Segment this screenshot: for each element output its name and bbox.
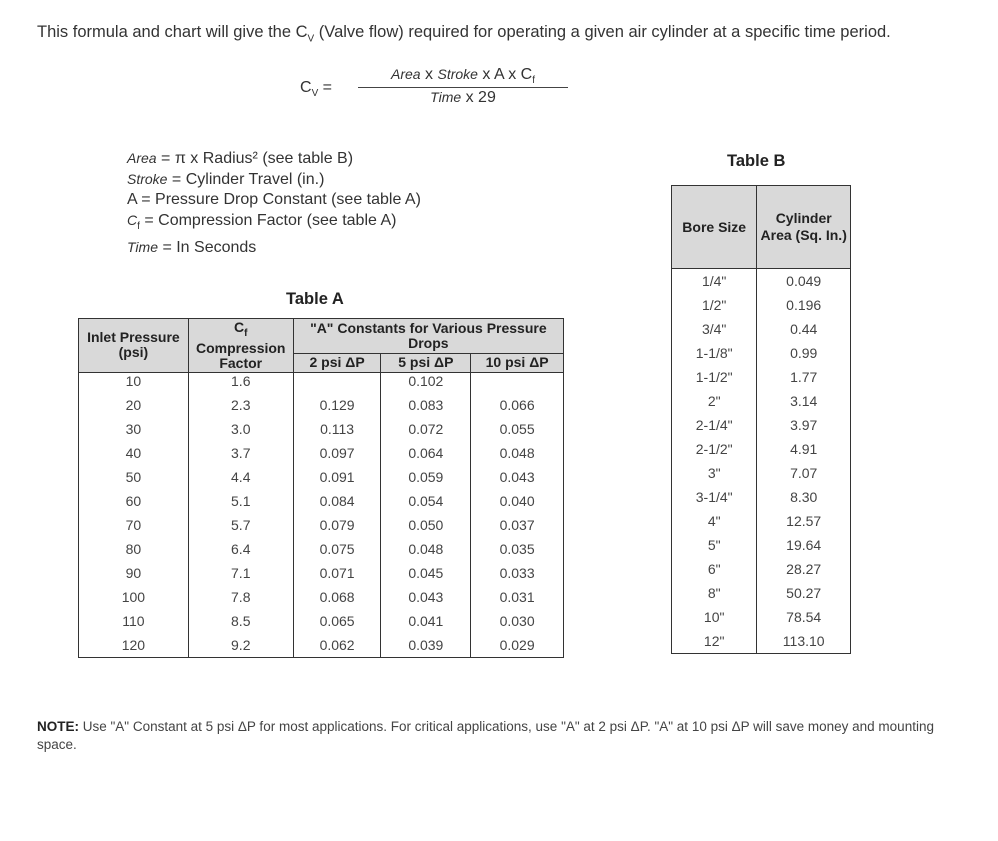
table-cell: 1-1/8" xyxy=(672,341,757,365)
table-cell: 0.196 xyxy=(757,293,851,317)
definition-stroke xyxy=(127,169,421,190)
table-cell: 0.084 xyxy=(293,489,381,513)
table-cell: 30 xyxy=(79,417,189,441)
table-cell: 8.30 xyxy=(757,485,851,509)
table-cell: 2" xyxy=(672,389,757,413)
table-cell: 12.57 xyxy=(757,509,851,533)
header-10psi: 10 psi ΔP xyxy=(471,353,564,372)
intro-text-part: This formula and chart will give the C xyxy=(37,23,308,41)
formula-cf-subscript: f xyxy=(532,75,535,87)
table-cell: 2-1/4" xyxy=(672,413,757,437)
table-row xyxy=(79,537,564,561)
table-cell: 3.0 xyxy=(188,417,293,441)
definition-area xyxy=(127,148,421,169)
table-row xyxy=(672,269,851,294)
formula-denominator-rest: x 29 xyxy=(461,89,496,107)
formula-fraction xyxy=(358,66,568,107)
table-cell: 1/4" xyxy=(672,269,757,294)
table-cell: 0.44 xyxy=(757,317,851,341)
formula-lhs xyxy=(300,79,332,99)
formula-cv-symbol: C xyxy=(300,79,312,96)
table-row xyxy=(672,413,851,437)
header-2psi: 2 psi ΔP xyxy=(293,353,381,372)
table-cell: 0.048 xyxy=(471,441,564,465)
table-cell: 0.066 xyxy=(471,393,564,417)
table-cell: 12" xyxy=(672,629,757,654)
table-cell: 0.048 xyxy=(381,537,471,561)
definition-term: Area xyxy=(127,150,157,166)
table-cell: 28.27 xyxy=(757,557,851,581)
table-cell: 80 xyxy=(79,537,189,561)
intro-text-part: (Valve flow) required for operating a given air cylinder at a specific time period. xyxy=(314,23,891,41)
table-cell: 0.079 xyxy=(293,513,381,537)
table-cell xyxy=(293,372,381,393)
table-cell: 6.4 xyxy=(188,537,293,561)
table-row xyxy=(672,485,851,509)
table-cell: 4.91 xyxy=(757,437,851,461)
table-cell: 0.035 xyxy=(471,537,564,561)
formula-equals: = xyxy=(318,79,333,96)
definition-cf xyxy=(127,210,421,237)
table-row xyxy=(79,441,564,465)
table-cell: 70 xyxy=(79,513,189,537)
definition-subscript: f xyxy=(137,221,140,233)
table-cell: 50.27 xyxy=(757,581,851,605)
table-cell: 5" xyxy=(672,533,757,557)
table-row xyxy=(672,293,851,317)
formula-area-term: Area xyxy=(391,66,421,82)
table-cell: 0.054 xyxy=(381,489,471,513)
formula-stroke-term: Stroke xyxy=(437,66,478,82)
table-cell: 0.029 xyxy=(471,633,564,658)
table-cell: 4" xyxy=(672,509,757,533)
table-cell: 113.10 xyxy=(757,629,851,654)
table-cell: 0.091 xyxy=(293,465,381,489)
table-row xyxy=(79,372,564,393)
table-cell: 0.065 xyxy=(293,609,381,633)
header-cf-subscript: f xyxy=(244,327,248,339)
table-cell: 50 xyxy=(79,465,189,489)
note-label: NOTE: xyxy=(37,719,79,734)
table-row xyxy=(79,489,564,513)
table-cell: 0.039 xyxy=(381,633,471,658)
header-compression-factor xyxy=(188,319,293,373)
table-cell: 100 xyxy=(79,585,189,609)
table-cell: 0.071 xyxy=(293,561,381,585)
table-cell: 1-1/2" xyxy=(672,365,757,389)
table-row xyxy=(79,561,564,585)
table-cell xyxy=(471,372,564,393)
table-row xyxy=(672,533,851,557)
definition-term: Time xyxy=(127,239,158,256)
header-bore-size: Bore Size xyxy=(672,186,757,269)
header-inlet-pressure: Inlet Pressure (psi) xyxy=(79,319,189,373)
table-cell: 3-1/4" xyxy=(672,485,757,509)
table-row xyxy=(672,365,851,389)
table-cell: 0.097 xyxy=(293,441,381,465)
table-cell: 120 xyxy=(79,633,189,658)
table-cell: 0.062 xyxy=(293,633,381,658)
formula-numerator-rest: x A x C xyxy=(477,66,533,83)
definition-time xyxy=(127,237,421,258)
table-cell: 19.64 xyxy=(757,533,851,557)
table-cell: 60 xyxy=(79,489,189,513)
table-cell: 5.7 xyxy=(188,513,293,537)
table-cell: 0.043 xyxy=(381,585,471,609)
table-cell: 40 xyxy=(79,441,189,465)
table-cell: 8" xyxy=(672,581,757,605)
definitions-list xyxy=(127,148,421,258)
table-cell: 7.07 xyxy=(757,461,851,485)
table-cell: 3.7 xyxy=(188,441,293,465)
table-row xyxy=(672,317,851,341)
table-row xyxy=(672,389,851,413)
note xyxy=(37,718,937,754)
table-row xyxy=(672,557,851,581)
intro-subscript: V xyxy=(307,33,315,45)
header-5psi: 5 psi ΔP xyxy=(381,353,471,372)
table-row xyxy=(672,437,851,461)
table-cell: 3.97 xyxy=(757,413,851,437)
table-a-title: Table A xyxy=(286,290,344,308)
header-cylinder-area: Cylinder Area (Sq. In.) xyxy=(757,186,851,269)
table-cell: 1.6 xyxy=(188,372,293,393)
table-row xyxy=(672,461,851,485)
table-cell: 10" xyxy=(672,605,757,629)
header-cf-symbol: C xyxy=(234,319,245,335)
table-row xyxy=(672,509,851,533)
table-cell: 0.99 xyxy=(757,341,851,365)
table-cell: 0.129 xyxy=(293,393,381,417)
table-cell: 0.030 xyxy=(471,609,564,633)
formula-time-term: Time xyxy=(430,89,462,106)
table-cell: 0.055 xyxy=(471,417,564,441)
table-cell: 4.4 xyxy=(188,465,293,489)
table-cell: 7.1 xyxy=(188,561,293,585)
definition-text: = In Seconds xyxy=(158,239,257,257)
table-row xyxy=(672,629,851,654)
table-a-body xyxy=(79,372,564,657)
table-cell: 90 xyxy=(79,561,189,585)
table-row xyxy=(79,585,564,609)
table-cell: 3/4" xyxy=(672,317,757,341)
table-cell: 3" xyxy=(672,461,757,485)
table-row xyxy=(672,581,851,605)
intro-text xyxy=(37,22,917,49)
table-row xyxy=(672,341,851,365)
table-cell: 0.043 xyxy=(471,465,564,489)
table-cell: 20 xyxy=(79,393,189,417)
table-row xyxy=(79,609,564,633)
table-cell: 0.049 xyxy=(757,269,851,294)
table-cell: 0.050 xyxy=(381,513,471,537)
table-cell: 0.059 xyxy=(381,465,471,489)
definition-text: = π x Radius² (see table B) xyxy=(156,150,354,167)
table-cell: 110 xyxy=(79,609,189,633)
table-cell: 9.2 xyxy=(188,633,293,658)
table-a xyxy=(78,318,564,658)
header-a-constants: "A" Constants for Various Pressure Drops xyxy=(293,319,563,354)
table-b-title: Table B xyxy=(727,152,786,170)
table-cell: 0.031 xyxy=(471,585,564,609)
formula-numerator xyxy=(358,66,568,88)
formula-operator: x xyxy=(420,66,438,83)
table-cell: 5.1 xyxy=(188,489,293,513)
table-row xyxy=(79,513,564,537)
table-cell: 0.068 xyxy=(293,585,381,609)
definition-text: = Compression Factor (see table A) xyxy=(139,212,397,229)
table-cell: 0.064 xyxy=(381,441,471,465)
table-cell: 0.040 xyxy=(471,489,564,513)
table-cell: 3.14 xyxy=(757,389,851,413)
table-row xyxy=(79,393,564,417)
table-cell: 1/2" xyxy=(672,293,757,317)
table-cell: 0.033 xyxy=(471,561,564,585)
table-row xyxy=(79,417,564,441)
table-cell: 6" xyxy=(672,557,757,581)
table-cell: 0.072 xyxy=(381,417,471,441)
definition-a xyxy=(127,190,421,210)
table-cell: 2.3 xyxy=(188,393,293,417)
table-cell: 0.102 xyxy=(381,372,471,393)
table-cell: 7.8 xyxy=(188,585,293,609)
table-row xyxy=(79,465,564,489)
note-text: Use "A" Constant at 5 psi ΔP for most applications. For critical applications, use "A" at 2 psi ΔP. "A" at 10 psi ΔP will save money and mounting space. xyxy=(37,719,934,752)
table-row xyxy=(79,633,564,658)
table-cell: 0.113 xyxy=(293,417,381,441)
definition-text: = Cylinder Travel (in.) xyxy=(167,171,325,188)
table-row xyxy=(672,605,851,629)
formula-cv-subscript: V xyxy=(311,88,319,100)
table-cell: 78.54 xyxy=(757,605,851,629)
header-cf-label: Compression Factor xyxy=(196,339,286,371)
formula-denominator xyxy=(358,88,568,107)
table-cell: 0.075 xyxy=(293,537,381,561)
table-cell: 2-1/2" xyxy=(672,437,757,461)
table-cell: 0.045 xyxy=(381,561,471,585)
table-cell: 8.5 xyxy=(188,609,293,633)
table-b xyxy=(671,185,851,654)
table-cell: 0.083 xyxy=(381,393,471,417)
definition-term: Stroke xyxy=(127,171,168,187)
table-b-body xyxy=(672,269,851,654)
table-cell: 1.77 xyxy=(757,365,851,389)
definition-term: C xyxy=(127,212,138,228)
definition-text: A = Pressure Drop Constant (see table A) xyxy=(127,191,421,208)
table-cell: 10 xyxy=(79,372,189,393)
table-cell: 0.041 xyxy=(381,609,471,633)
table-cell: 0.037 xyxy=(471,513,564,537)
